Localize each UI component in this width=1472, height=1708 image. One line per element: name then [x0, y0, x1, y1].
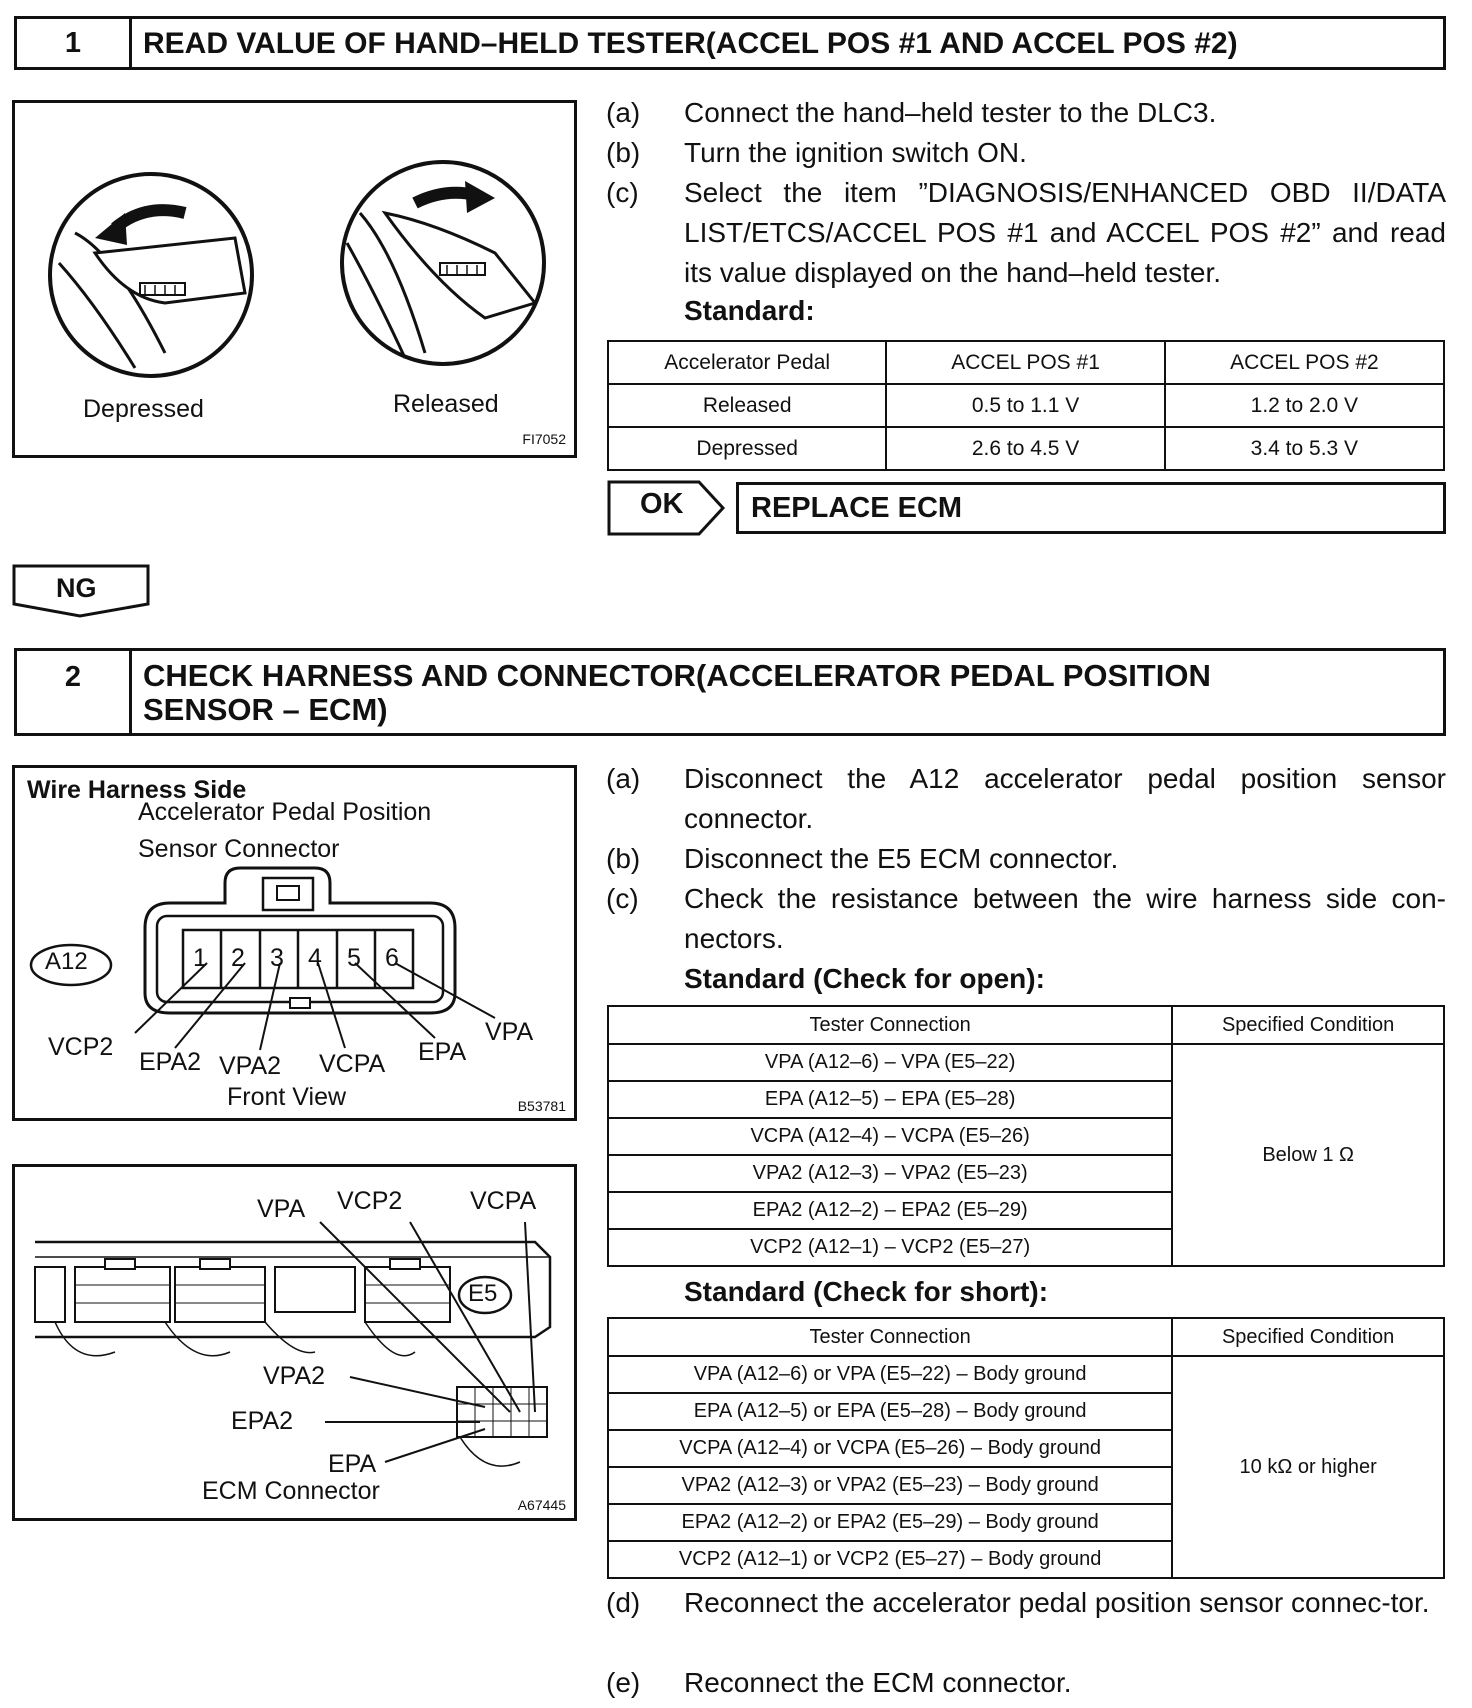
ecm-label-vpa2: VPA2 — [263, 1362, 326, 1390]
ecm-label-vcpa: VCPA — [470, 1187, 537, 1215]
table-cell: Below 1 Ω — [1172, 1044, 1444, 1266]
depressed-pedal-drawing — [50, 174, 252, 376]
table-header: Specified Condition — [1172, 1006, 1444, 1044]
table-cell: VCPA (A12–4) – VCPA (E5–26) — [608, 1118, 1172, 1155]
ng-label: NG — [56, 573, 97, 603]
ecm-connector-id-e5: E5 — [468, 1280, 498, 1307]
table-cell: 10 kΩ or higher — [1172, 1356, 1444, 1578]
depressed-label: Depressed — [83, 395, 204, 423]
released-pedal-drawing — [342, 162, 544, 364]
label-vcp2: VCP2 — [48, 1033, 114, 1061]
pin-4: 4 — [308, 944, 322, 972]
ok-label: OK — [640, 488, 684, 520]
pedal-illustration — [15, 103, 574, 403]
step-2-title-line2: SENSOR – ECM) — [143, 692, 388, 727]
table-cell: VCP2 (A12–1) – VCP2 (E5–27) — [608, 1229, 1172, 1266]
step-1-standard-label: Standard: — [684, 295, 815, 326]
step-2-instruction-b — [606, 839, 1446, 879]
table-cell: 2.6 to 4.5 V — [886, 427, 1164, 470]
pin-5: 5 — [347, 944, 361, 972]
instruction-text: Disconnect the A12 accelerator pedal position sensor connector. — [684, 763, 1446, 834]
step-2-number: 2 — [17, 651, 132, 733]
step-2-instruction-a — [606, 759, 1446, 839]
step-1-title: READ VALUE OF HAND–HELD TESTER(ACCEL POS #1 AND ACCEL POS #2) — [143, 27, 1238, 60]
short-check-table — [607, 1317, 1445, 1579]
ecm-connector-figure — [12, 1164, 577, 1521]
table-cell: 3.4 to 5.3 V — [1165, 427, 1444, 470]
step-1-instruction-a — [606, 93, 1446, 133]
connector-id-a12: A12 — [45, 948, 88, 975]
table-header: ACCEL POS #1 — [886, 341, 1164, 384]
table-header: ACCEL POS #2 — [1165, 341, 1444, 384]
pin-3: 3 — [270, 944, 284, 972]
table-cell: VPA (A12–6) or VPA (E5–22) – Body ground — [608, 1356, 1172, 1393]
label-vpa2: VPA2 — [219, 1052, 282, 1080]
step-2-instruction-e — [606, 1663, 1446, 1703]
table-header: Specified Condition — [1172, 1318, 1444, 1356]
standard-open-label: Standard (Check for open): — [684, 963, 1045, 994]
table-cell: EPA (A12–5) or EPA (E5–28) – Body ground — [608, 1393, 1172, 1430]
instruction-text: Connect the hand–held tester to the DLC3. — [684, 97, 1217, 128]
step-1-header — [14, 16, 1446, 70]
open-check-table — [607, 1005, 1445, 1267]
sensor-connector-figure — [12, 765, 577, 1121]
wire-harness-heading: Wire Harness Side — [27, 776, 247, 804]
table-cell: VCP2 (A12–1) or VCP2 (E5–27) – Body ground — [608, 1541, 1172, 1578]
instruction-label: (c) — [606, 883, 639, 914]
ok-result-text: REPLACE ECM — [751, 492, 963, 524]
sensor-connector-drawing — [15, 768, 574, 1118]
instruction-text: Disconnect the E5 ECM connector. — [684, 843, 1119, 874]
table-cell: Depressed — [608, 427, 886, 470]
table-header: Accelerator Pedal — [608, 341, 886, 384]
table-cell: VPA2 (A12–3) or VPA2 (E5–23) – Body ground — [608, 1467, 1172, 1504]
instruction-text: Check the resistance between the wire harness side con-nectors. — [684, 883, 1446, 954]
table-cell: EPA2 (A12–2) – EPA2 (E5–29) — [608, 1192, 1172, 1229]
step-1-instruction-b — [606, 133, 1446, 173]
label-vpa: VPA — [485, 1018, 534, 1046]
pin-2: 2 — [231, 944, 245, 972]
table-cell: VCPA (A12–4) or VCPA (E5–26) – Body ground — [608, 1430, 1172, 1467]
standard-short-label: Standard (Check for short): — [684, 1276, 1049, 1307]
table-cell: VPA2 (A12–3) – VPA2 (E5–23) — [608, 1155, 1172, 1192]
table-cell: Released — [608, 384, 886, 427]
instruction-text: Reconnect the accelerator pedal position sensor connec-tor. — [684, 1587, 1430, 1618]
table-cell: 1.2 to 2.0 V — [1165, 384, 1444, 427]
step-2-instruction-c — [606, 879, 1446, 959]
ok-result-box — [736, 482, 1446, 534]
table-cell: EPA (A12–5) – EPA (E5–28) — [608, 1081, 1172, 1118]
instruction-label: (b) — [606, 843, 641, 874]
instruction-label: (c) — [606, 177, 639, 208]
ecm-label-epa: EPA — [328, 1450, 377, 1478]
table-header: Tester Connection — [608, 1318, 1172, 1356]
released-label: Released — [393, 390, 499, 418]
figure-code: B53781 — [517, 1098, 566, 1114]
instruction-label: (a) — [606, 763, 641, 794]
table-cell: VPA (A12–6) – VPA (E5–22) — [608, 1044, 1172, 1081]
instruction-label: (d) — [606, 1587, 641, 1618]
label-epa: EPA — [418, 1038, 467, 1066]
ecm-label-epa2: EPA2 — [231, 1407, 294, 1435]
table-header: Tester Connection — [608, 1006, 1172, 1044]
instruction-label: (a) — [606, 97, 641, 128]
figure-code: FI7052 — [522, 431, 566, 447]
pin-6: 6 — [385, 944, 399, 972]
ecm-label-vcp2: VCP2 — [337, 1187, 403, 1215]
pedal-figure — [12, 100, 577, 458]
label-vcpa: VCPA — [319, 1050, 386, 1078]
instruction-label: (e) — [606, 1667, 641, 1698]
connector-name-line2: Sensor Connector — [138, 835, 340, 863]
front-view-label: Front View — [227, 1083, 347, 1111]
figure-code: A67445 — [517, 1497, 566, 1513]
instruction-text: Turn the ignition switch ON. — [684, 137, 1027, 168]
instruction-text: Reconnect the ECM connector. — [684, 1667, 1072, 1698]
step-1-instruction-c — [606, 173, 1446, 293]
label-epa2: EPA2 — [139, 1048, 202, 1076]
table-cell: 0.5 to 1.1 V — [886, 384, 1164, 427]
ecm-connector-caption: ECM Connector — [202, 1477, 380, 1505]
instruction-label: (b) — [606, 137, 641, 168]
table-cell: EPA2 (A12–2) or EPA2 (E5–29) – Body ground — [608, 1504, 1172, 1541]
ecm-label-vpa: VPA — [257, 1195, 306, 1223]
connector-name-line1: Accelerator Pedal Position — [138, 798, 432, 826]
accel-pos-table — [607, 340, 1445, 471]
step-2-title-line1: CHECK HARNESS AND CONNECTOR(ACCELERATOR PEDAL POSITION — [143, 658, 1211, 693]
step-2-header — [14, 648, 1446, 736]
step-2-instruction-d — [606, 1583, 1446, 1663]
step-1-number: 1 — [17, 19, 132, 67]
instruction-text: Select the item ”DIAGNOSIS/ENHANCED OBD II/DATA LIST/ETCS/ACCEL POS #1 and ACCEL POS #2” and read its value displayed on the hand–held tester. — [684, 177, 1446, 288]
pin-1: 1 — [193, 944, 207, 972]
